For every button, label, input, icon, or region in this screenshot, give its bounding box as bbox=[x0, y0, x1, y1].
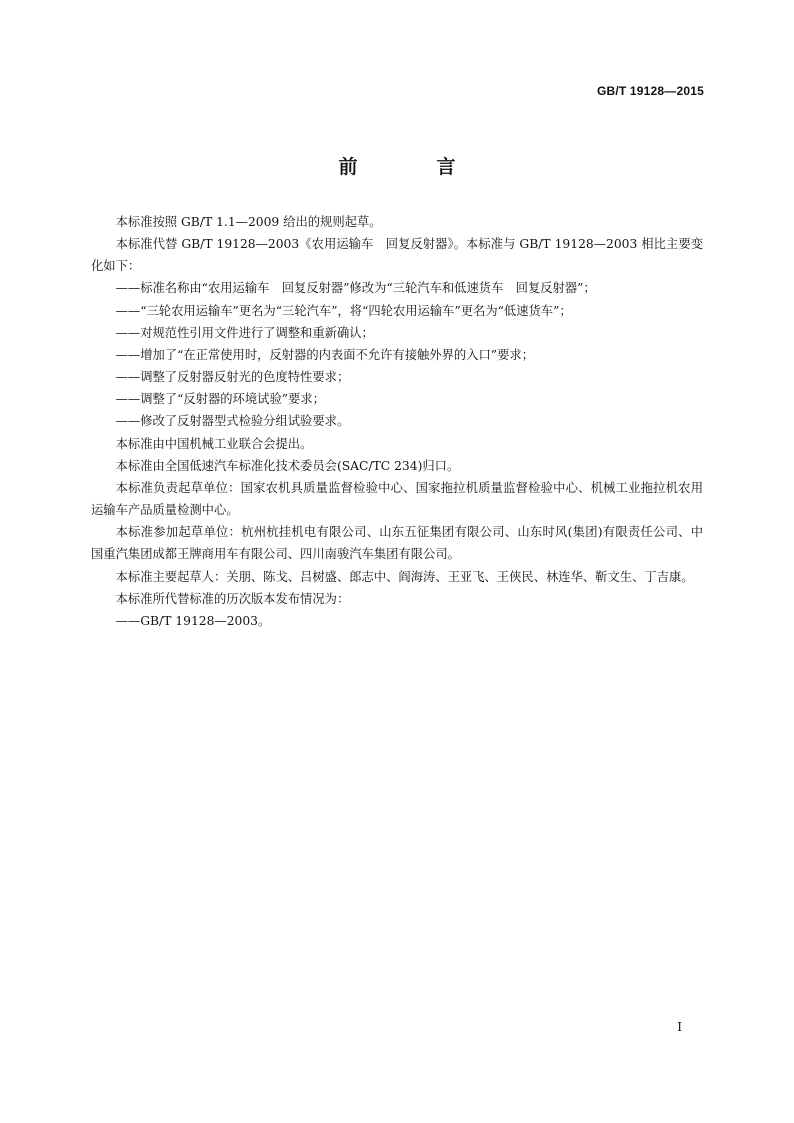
change-item: ——调整了反射器反射光的色度特性要求； bbox=[115, 370, 350, 385]
paragraph-lead-drafters: 本标准负责起草单位：国家农机具质量监督检验中心、国家拖拉机质量监督检验中心、机械工业拖拉机农用运输车产品质量检测中心。 bbox=[91, 480, 703, 518]
foreword-body bbox=[91, 211, 703, 632]
change-item: ——“三轮农用运输车”更名为“三轮汽车”，将“四轮农用运输车”更名为“低速货车”； bbox=[115, 303, 572, 318]
paragraph-replaces: 本标准代替 GB/T 19128—2003《农用运输车 回复反射器》。本标准与 GB/T 19128—2003 相比主要变化如下： bbox=[91, 237, 703, 274]
paragraph-history-intro: 本标准所代替标准的历次版本发布情况为： bbox=[115, 591, 350, 606]
paragraph-drafting-rules: 本标准按照 GB/T 1.1—2009 给出的规则起草。 bbox=[115, 215, 382, 229]
page-number: I bbox=[677, 1020, 682, 1034]
standard-code: GB/T 19128—2015 bbox=[596, 84, 704, 98]
change-item: ——调整了“反射器的环境试验”要求； bbox=[115, 392, 325, 407]
history-item: ——GB/T 19128—2003。 bbox=[115, 613, 271, 628]
paragraph-main-drafters: 本标准主要起草人：关朋、陈戈、吕树盛、郎志中、阎海涛、王亚飞、王俠民、林连华、靳文生、丁吉康。 bbox=[115, 569, 694, 584]
paragraph-participating-drafters: 本标准参加起草单位：杭州杭挂机电有限公司、山东五征集团有限公司、山东时风(集团)有限责任公司、中国重汽集团成都王牌商用车有限公司、四川南骏汽车集团有限公司。 bbox=[91, 525, 703, 562]
page-title: 前 言 bbox=[338, 156, 486, 178]
change-item: ——增加了“在正常使用时，反射器的内表面不允许有接触外界的入口”要求； bbox=[115, 347, 534, 362]
change-item: ——标准名称由“农用运输车 回复反射器”修改为“三轮汽车和低速货车 回复反射器”； bbox=[115, 281, 596, 296]
paragraph-committee: 本标准由全国低速汽车标准化技术委员会(SAC/TC 234)归口。 bbox=[115, 458, 460, 473]
paragraph-proposed-by: 本标准由中国机械工业联合会提出。 bbox=[115, 436, 313, 451]
change-item: ——修改了反射器型式检验分组试验要求。 bbox=[115, 414, 350, 429]
change-item: ——对规范性引用文件进行了调整和重新确认； bbox=[115, 325, 374, 340]
